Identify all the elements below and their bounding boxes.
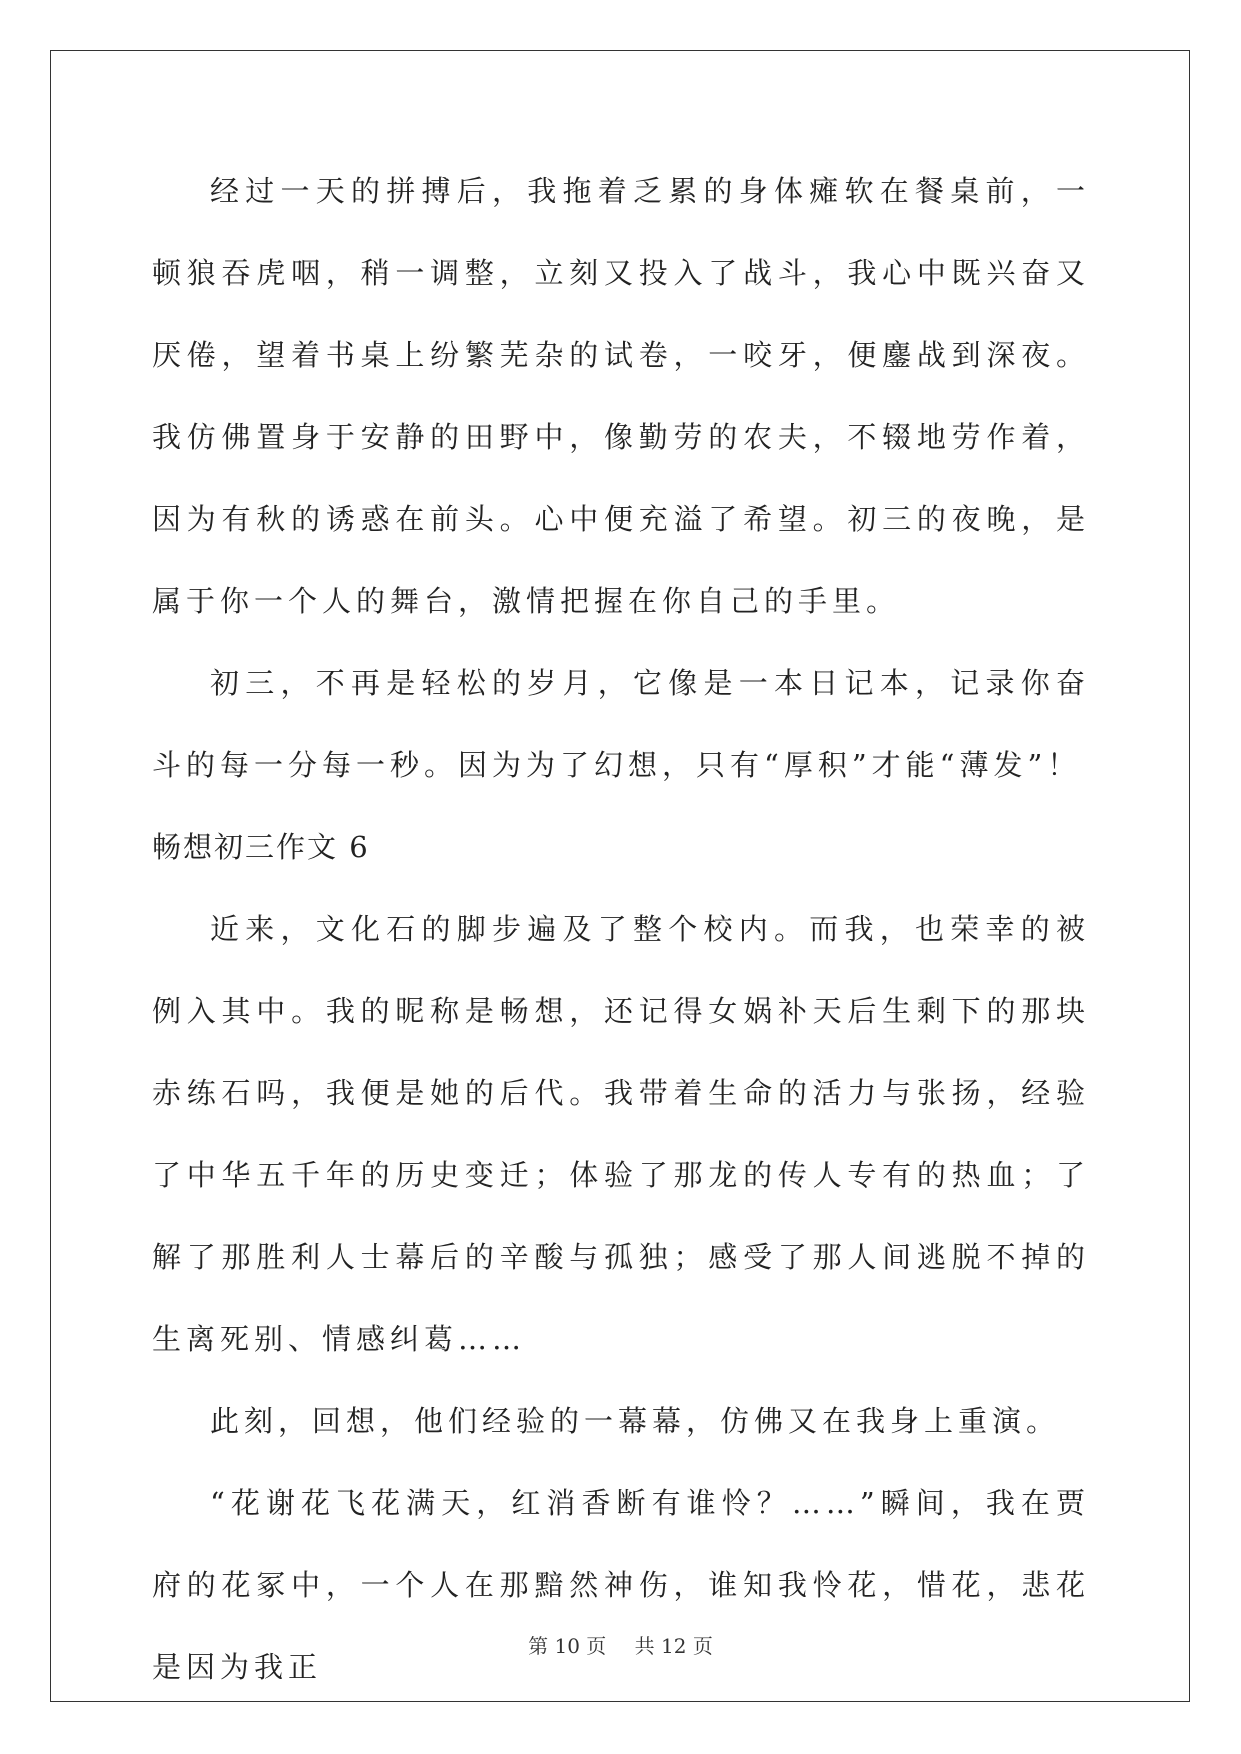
page-number: 第 10 页: [528, 1634, 607, 1658]
page-footer: [0, 1630, 1241, 1659]
section-title: 畅想初三作文 6: [152, 830, 370, 864]
paragraph: 经过一天的拼搏后，我拖着乏累的身体瘫软在餐桌前，一顿狼吞虎咽，稍一调整，立刻又投入了战斗，我心中既兴奋又厌倦，望着书桌上纷繁芜杂的试卷，一咬牙，便鏖战到深夜。我仿佛置身于安静的田野中，像勤劳的农夫，不辍地劳作着，因为有秋的诱惑在前头。心中便充溢了希望。初三的夜晚，是属于你一个人的舞台，激情把握在你自己的手里。: [152, 174, 1090, 618]
page-total: 共 12 页: [634, 1634, 713, 1658]
document-body: [152, 150, 1090, 1708]
paragraph: 此刻，回想，他们经验的一幕幕，仿佛又在我身上重演。: [210, 1404, 1061, 1438]
paragraph: 初三，不再是轻松的岁月，它像是一本日记本，记录你奋斗的每一分每一秒。因为为了幻想，只有“厚积”才能“薄发”！: [152, 666, 1090, 782]
paragraph: “花谢花飞花满天，红消香断有谁怜？……”瞬间，我在贾府的花冢中，一个人在那黯然神伤，谁知我怜花，惜花，悲花是因为我正: [152, 1486, 1090, 1684]
paragraph: 近来，文化石的脚步遍及了整个校内。而我，也荣幸的被例入其中。我的昵称是畅想，还记得女娲补天后生剩下的那块赤练石吗，我便是她的后代。我带着生命的活力与张扬，经验了中华五千年的历史变迁；体验了那龙的传人专有的热血；了解了那胜利人士幕后的辛酸与孤独；感受了那人间逃脱不掉的生离死别、情感纠葛……: [152, 912, 1090, 1356]
